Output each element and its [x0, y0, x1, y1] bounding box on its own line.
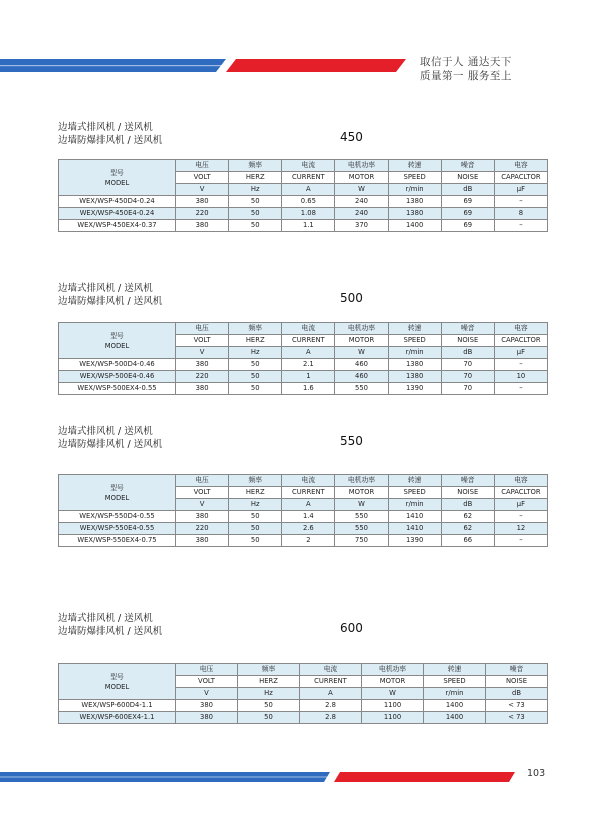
- table-cell: 电压: [176, 323, 229, 335]
- table-cell: 1.1: [282, 220, 335, 232]
- model-cell: WEX/WSP-600EX4-1.1: [59, 712, 176, 724]
- model-cell: WEX/WSP-500EX4-0.55: [59, 383, 176, 395]
- table-cell: MOTOR: [362, 676, 424, 688]
- table-cell: 50: [229, 523, 282, 535]
- page-number: 103: [527, 768, 546, 779]
- table-cell: 50: [229, 383, 282, 395]
- table-cell: 1: [282, 371, 335, 383]
- model-header: [59, 475, 176, 511]
- table-cell: 1380: [388, 359, 441, 371]
- table-cell: 370: [335, 220, 388, 232]
- table-cell: 380: [176, 712, 238, 724]
- table-cell: 电容: [494, 323, 547, 335]
- table-row: [59, 511, 548, 523]
- table-cell: –: [494, 535, 547, 547]
- table-cell: NOISE: [441, 335, 494, 347]
- table-cell: 1400: [424, 712, 486, 724]
- table-cell: 66: [441, 535, 494, 547]
- table-cell: VOLT: [176, 676, 238, 688]
- table-row: [59, 208, 548, 220]
- table-cell: 240: [335, 208, 388, 220]
- header-row-cn: [59, 664, 548, 676]
- text-label: 型号: [110, 483, 124, 492]
- table-cell: W: [335, 184, 388, 196]
- table-cell: 8: [494, 208, 547, 220]
- table-cell: r/min: [388, 499, 441, 511]
- table-cell: 电流: [300, 664, 362, 676]
- table-row: [59, 359, 548, 371]
- header-slogan: [420, 55, 512, 83]
- table-row: [59, 196, 548, 208]
- table-cell: μF: [494, 499, 547, 511]
- text-label: 型号: [110, 168, 124, 177]
- table-cell: 频率: [229, 160, 282, 172]
- footer-color-band: [0, 770, 520, 784]
- table-cell: < 73: [486, 700, 548, 712]
- table-row: [59, 383, 548, 395]
- table-cell: A: [300, 688, 362, 700]
- table-cell: CURRENT: [300, 676, 362, 688]
- table-cell: 电压: [176, 664, 238, 676]
- table-cell: 2: [282, 535, 335, 547]
- table-cell: 380: [176, 220, 229, 232]
- table-cell: 50: [229, 196, 282, 208]
- table-cell: 550: [335, 523, 388, 535]
- table-cell: 噪音: [486, 664, 548, 676]
- table-cell: HERZ: [229, 487, 282, 499]
- table-cell: MOTOR: [335, 487, 388, 499]
- fan-size: 500: [340, 291, 363, 305]
- table-cell: V: [176, 184, 229, 196]
- table-cell: 50: [229, 208, 282, 220]
- table-cell: VOLT: [176, 172, 229, 184]
- table-cell: 70: [441, 359, 494, 371]
- text-label: 边墙防爆排风机 / 送风机: [58, 439, 163, 450]
- table-cell: 噪音: [441, 323, 494, 335]
- table-cell: W: [335, 347, 388, 359]
- table-cell: dB: [441, 499, 494, 511]
- model-cell: WEX/WSP-500D4-0.46: [59, 359, 176, 371]
- table-cell: W: [335, 499, 388, 511]
- table-row: [59, 523, 548, 535]
- section-600: [58, 612, 548, 742]
- table-cell: 2.8: [300, 712, 362, 724]
- table-cell: 69: [441, 208, 494, 220]
- table-cell: μF: [494, 184, 547, 196]
- table-cell: 380: [176, 383, 229, 395]
- table-cell: 2.1: [282, 359, 335, 371]
- table-cell: 频率: [229, 323, 282, 335]
- table-cell: 1380: [388, 208, 441, 220]
- text-label: 边墙防爆排风机 / 送风机: [58, 626, 163, 637]
- table-cell: NOISE: [441, 172, 494, 184]
- text-label: 边墙防爆排风机 / 送风机: [58, 296, 163, 307]
- table-cell: 550: [335, 383, 388, 395]
- text-label: MODEL: [104, 682, 130, 691]
- table-cell: 2.6: [282, 523, 335, 535]
- table-cell: 750: [335, 535, 388, 547]
- table-cell: 电压: [176, 475, 229, 487]
- spec-table-550: [58, 474, 548, 547]
- table-cell: HERZ: [229, 172, 282, 184]
- table-cell: 1.4: [282, 511, 335, 523]
- model-cell: WEX/WSP-550EX4-0.75: [59, 535, 176, 547]
- table-cell: 50: [229, 535, 282, 547]
- table-cell: 1.6: [282, 383, 335, 395]
- table-cell: A: [282, 347, 335, 359]
- fan-size: 450: [340, 130, 363, 144]
- table-cell: 电流: [282, 323, 335, 335]
- table-cell: V: [176, 347, 229, 359]
- table-cell: 0.65: [282, 196, 335, 208]
- table-cell: 电压: [176, 160, 229, 172]
- model-header: [59, 664, 176, 700]
- table-cell: r/min: [388, 184, 441, 196]
- table-cell: 电容: [494, 475, 547, 487]
- table-cell: SPEED: [388, 487, 441, 499]
- table-cell: 460: [335, 371, 388, 383]
- table-cell: 噪音: [441, 475, 494, 487]
- slogan-line-1: 取信于人 通达天下: [420, 56, 512, 68]
- table-cell: 50: [238, 712, 300, 724]
- table-cell: 220: [176, 371, 229, 383]
- table-cell: 1380: [388, 196, 441, 208]
- table-cell: 550: [335, 511, 388, 523]
- header-row-cn: [59, 160, 548, 172]
- header-row-cn: [59, 323, 548, 335]
- spec-table-600: [58, 663, 548, 724]
- table-cell: Hz: [229, 499, 282, 511]
- fan-size: 600: [340, 621, 363, 635]
- table-cell: 1100: [362, 700, 424, 712]
- table-cell: 69: [441, 196, 494, 208]
- text-label: MODEL: [104, 178, 130, 187]
- table-cell: 1400: [388, 220, 441, 232]
- model-cell: WEX/WSP-550E4-0.55: [59, 523, 176, 535]
- table-cell: –: [494, 196, 547, 208]
- table-cell: SPEED: [424, 676, 486, 688]
- table-cell: SPEED: [388, 172, 441, 184]
- table-cell: 62: [441, 523, 494, 535]
- table-cell: 460: [335, 359, 388, 371]
- table-cell: r/min: [424, 688, 486, 700]
- table-cell: 62: [441, 511, 494, 523]
- model-cell: WEX/WSP-600D4-1.1: [59, 700, 176, 712]
- table-cell: 电机功率: [362, 664, 424, 676]
- fan-size: 550: [340, 434, 363, 448]
- slogan-line-2: 质量第一 服务至上: [420, 70, 512, 82]
- text-label: 边墙防爆排风机 / 送风机: [58, 135, 163, 146]
- table-cell: CURRENT: [282, 487, 335, 499]
- table-cell: 50: [229, 511, 282, 523]
- table-cell: MOTOR: [335, 172, 388, 184]
- section-title: [58, 121, 162, 147]
- table-cell: dB: [486, 688, 548, 700]
- table-cell: 转速: [424, 664, 486, 676]
- table-cell: 转速: [388, 160, 441, 172]
- section-450: [58, 121, 548, 251]
- table-cell: 12: [494, 523, 547, 535]
- table-cell: VOLT: [176, 335, 229, 347]
- table-cell: 380: [176, 700, 238, 712]
- table-cell: 电流: [282, 475, 335, 487]
- table-cell: –: [494, 359, 547, 371]
- table-cell: 转速: [388, 475, 441, 487]
- section-title: [58, 425, 162, 451]
- table-cell: VOLT: [176, 487, 229, 499]
- table-cell: 1400: [424, 700, 486, 712]
- table-cell: dB: [441, 347, 494, 359]
- section-550: [58, 425, 548, 565]
- section-title: [58, 612, 162, 638]
- table-cell: 220: [176, 523, 229, 535]
- table-cell: 1.08: [282, 208, 335, 220]
- model-cell: WEX/WSP-500E4-0.46: [59, 371, 176, 383]
- table-cell: 380: [176, 535, 229, 547]
- table-cell: CURRENT: [282, 335, 335, 347]
- table-cell: A: [282, 184, 335, 196]
- table-cell: HERZ: [238, 676, 300, 688]
- table-cell: 70: [441, 371, 494, 383]
- table-cell: CAPACLTOR: [494, 335, 547, 347]
- table-cell: 电机功率: [335, 475, 388, 487]
- table-cell: A: [282, 499, 335, 511]
- table-cell: dB: [441, 184, 494, 196]
- table-cell: W: [362, 688, 424, 700]
- text-label: 边墙式排风机 / 送风机: [58, 283, 153, 294]
- table-cell: CAPACLTOR: [494, 487, 547, 499]
- model-cell: WEX/WSP-550D4-0.55: [59, 511, 176, 523]
- spec-table-450: [58, 159, 548, 232]
- table-cell: V: [176, 688, 238, 700]
- table-cell: –: [494, 383, 547, 395]
- table-cell: –: [494, 511, 547, 523]
- table-row: [59, 371, 548, 383]
- table-cell: Hz: [238, 688, 300, 700]
- table-cell: 噪音: [441, 160, 494, 172]
- section-title: [58, 282, 162, 308]
- model-cell: WEX/WSP-450D4-0.24: [59, 196, 176, 208]
- table-cell: 1410: [388, 511, 441, 523]
- table-cell: 电机功率: [335, 323, 388, 335]
- text-label: MODEL: [104, 493, 130, 502]
- table-cell: 50: [238, 700, 300, 712]
- text-label: 边墙式排风机 / 送风机: [58, 613, 153, 624]
- header-row-cn: [59, 475, 548, 487]
- text-label: 型号: [110, 672, 124, 681]
- table-cell: 10: [494, 371, 547, 383]
- table-cell: 电容: [494, 160, 547, 172]
- table-cell: 转速: [388, 323, 441, 335]
- text-label: 边墙式排风机 / 送风机: [58, 426, 153, 437]
- model-cell: WEX/WSP-450E4-0.24: [59, 208, 176, 220]
- table-cell: 电机功率: [335, 160, 388, 172]
- section-500: [58, 282, 548, 412]
- table-cell: 50: [229, 359, 282, 371]
- table-cell: Hz: [229, 184, 282, 196]
- table-cell: 380: [176, 359, 229, 371]
- text-label: 型号: [110, 331, 124, 340]
- table-cell: 2.8: [300, 700, 362, 712]
- spec-table-500: [58, 322, 548, 395]
- table-cell: μF: [494, 347, 547, 359]
- table-cell: 电流: [282, 160, 335, 172]
- model-header: [59, 323, 176, 359]
- table-cell: 1410: [388, 523, 441, 535]
- table-cell: V: [176, 499, 229, 511]
- table-cell: 69: [441, 220, 494, 232]
- table-cell: Hz: [229, 347, 282, 359]
- table-cell: CAPACLTOR: [494, 172, 547, 184]
- table-cell: 频率: [229, 475, 282, 487]
- table-cell: < 73: [486, 712, 548, 724]
- table-cell: –: [494, 220, 547, 232]
- table-cell: r/min: [388, 347, 441, 359]
- table-row: [59, 712, 548, 724]
- table-cell: MOTOR: [335, 335, 388, 347]
- table-row: [59, 700, 548, 712]
- table-cell: 频率: [238, 664, 300, 676]
- table-cell: HERZ: [229, 335, 282, 347]
- table-cell: 50: [229, 371, 282, 383]
- table-row: [59, 220, 548, 232]
- table-row: [59, 535, 548, 547]
- table-cell: SPEED: [388, 335, 441, 347]
- table-cell: 220: [176, 208, 229, 220]
- table-cell: 1100: [362, 712, 424, 724]
- model-cell: WEX/WSP-450EX4-0.37: [59, 220, 176, 232]
- table-cell: 380: [176, 511, 229, 523]
- table-cell: 1380: [388, 371, 441, 383]
- table-cell: 70: [441, 383, 494, 395]
- table-cell: 1390: [388, 383, 441, 395]
- table-cell: NOISE: [486, 676, 548, 688]
- table-cell: CURRENT: [282, 172, 335, 184]
- table-cell: NOISE: [441, 487, 494, 499]
- table-cell: 50: [229, 220, 282, 232]
- model-header: [59, 160, 176, 196]
- text-label: 边墙式排风机 / 送风机: [58, 122, 153, 133]
- table-cell: 380: [176, 196, 229, 208]
- text-label: MODEL: [104, 341, 130, 350]
- table-cell: 1390: [388, 535, 441, 547]
- table-cell: 240: [335, 196, 388, 208]
